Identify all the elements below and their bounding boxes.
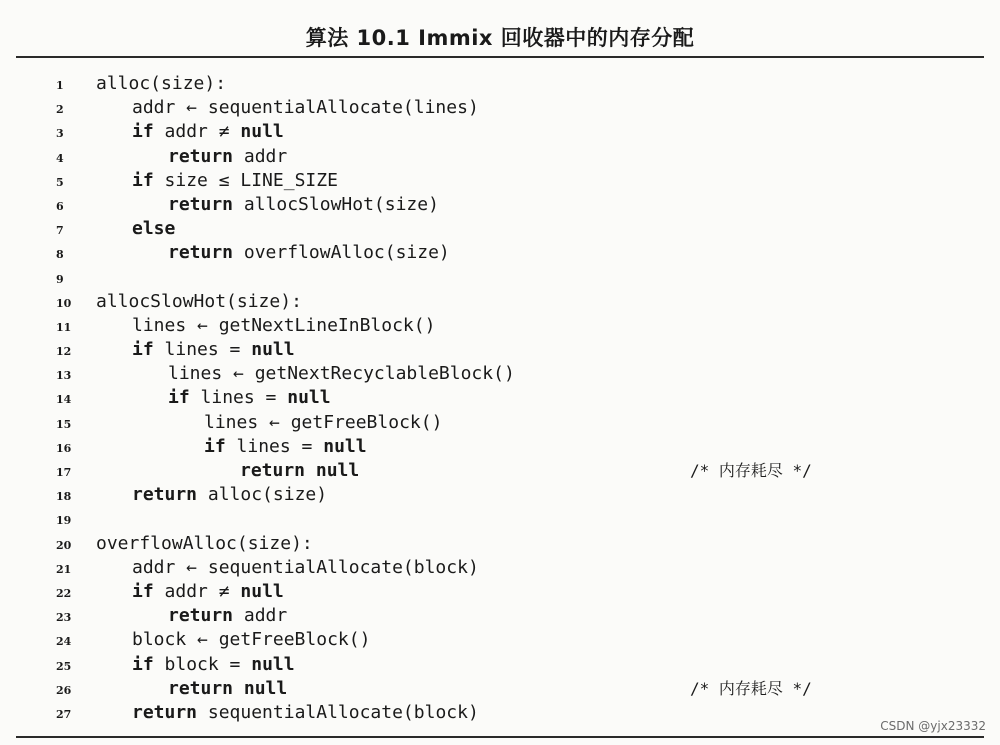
code-keyword: if — [132, 121, 154, 143]
code-keyword: if — [132, 339, 154, 361]
code-keyword: if — [132, 653, 154, 675]
line-number: 11 — [56, 320, 72, 334]
code-line — [0, 266, 1000, 290]
code-text — [132, 556, 479, 580]
code-listing — [0, 72, 1000, 725]
code-line — [0, 338, 1000, 362]
code-text — [240, 459, 359, 483]
code-line — [0, 507, 1000, 531]
code-line — [0, 435, 1000, 459]
code-line — [0, 72, 1000, 96]
code-line — [0, 580, 1000, 604]
code-text — [132, 217, 175, 241]
code-text — [132, 580, 284, 604]
line-number: 18 — [56, 490, 72, 504]
code-token: lines = — [225, 435, 324, 457]
line-number: 22 — [56, 586, 72, 600]
code-token: block = — [153, 653, 252, 675]
code-line — [0, 145, 1000, 169]
code-line — [0, 96, 1000, 120]
code-text — [168, 604, 287, 628]
watermark: CSDN @yjx23332 — [880, 719, 986, 733]
code-keyword: return — [168, 242, 234, 264]
code-comment: /* 内存耗尽 */ — [690, 461, 812, 480]
code-text — [168, 386, 331, 410]
algorithm-title: 算法 10.1 Immix 回收器中的内存分配 — [305, 26, 695, 50]
code-text — [132, 96, 479, 120]
code-line — [0, 169, 1000, 193]
code-keyword: return — [168, 193, 234, 215]
code-text — [132, 169, 338, 193]
code-line — [0, 628, 1000, 652]
code-keyword: if — [132, 169, 154, 191]
line-number: 27 — [56, 707, 72, 721]
line-number: 3 — [56, 127, 64, 141]
line-number: 2 — [56, 103, 64, 117]
code-keyword: return null — [168, 677, 288, 699]
code-text — [168, 193, 439, 217]
code-line — [0, 483, 1000, 507]
code-line — [0, 120, 1000, 144]
code-token: addr ≠ — [153, 580, 241, 602]
line-number: 9 — [56, 272, 64, 286]
code-keyword: null — [251, 339, 295, 361]
line-number: 15 — [56, 417, 72, 431]
code-keyword: null — [323, 435, 367, 457]
code-token: overflowAlloc(size): — [96, 532, 313, 554]
code-line — [0, 290, 1000, 314]
code-token: allocSlowHot(size): — [96, 290, 302, 312]
line-number: 10 — [56, 296, 72, 310]
line-number: 26 — [56, 683, 72, 697]
line-number: 8 — [56, 248, 64, 262]
code-keyword: if — [204, 435, 226, 457]
line-number: 6 — [56, 199, 64, 213]
code-keyword: null — [287, 387, 331, 409]
code-token: lines ← getNextRecyclableBlock() — [168, 363, 515, 385]
code-keyword: null — [240, 121, 284, 143]
line-number: 16 — [56, 441, 72, 455]
code-text — [204, 435, 367, 459]
code-keyword: null — [240, 580, 284, 602]
code-text — [168, 145, 287, 169]
line-number: 12 — [56, 345, 72, 359]
code-line — [0, 314, 1000, 338]
code-token: size ≤ LINE_SIZE — [153, 169, 338, 191]
top-rule — [16, 56, 984, 58]
code-line — [0, 411, 1000, 435]
line-number: 14 — [56, 393, 72, 407]
code-text — [204, 411, 442, 435]
code-text — [168, 677, 287, 701]
code-line — [0, 532, 1000, 556]
code-token: addr — [233, 145, 288, 167]
code-token: addr ≠ — [153, 121, 241, 143]
code-line — [0, 701, 1000, 725]
code-line — [0, 217, 1000, 241]
bottom-rule — [16, 736, 984, 738]
line-number: 1 — [56, 79, 64, 92]
code-text — [132, 653, 295, 677]
code-text — [168, 241, 450, 265]
code-keyword: if — [132, 580, 154, 602]
code-keyword: return null — [240, 460, 360, 481]
code-text — [96, 72, 226, 96]
line-number: 13 — [56, 369, 72, 383]
code-comment: /* 内存耗尽 */ — [690, 678, 812, 698]
code-text — [132, 120, 284, 144]
code-text — [132, 483, 327, 507]
code-line — [0, 677, 1000, 701]
code-token: sequentialAllocate(block) — [197, 701, 479, 723]
code-token: alloc(size): — [96, 73, 227, 94]
code-text — [168, 362, 515, 386]
code-token: lines = — [153, 339, 252, 361]
code-keyword: null — [251, 653, 295, 675]
line-number: 21 — [56, 562, 72, 576]
code-keyword: if — [168, 387, 190, 409]
line-number: 4 — [56, 151, 64, 165]
code-text — [132, 314, 435, 338]
code-token: overflowAlloc(size) — [233, 242, 450, 264]
code-token: addr ← sequentialAllocate(lines) — [132, 97, 479, 119]
code-keyword: else — [132, 218, 176, 240]
line-number: 19 — [56, 514, 72, 528]
code-token: lines ← getNextLineInBlock() — [132, 314, 436, 336]
code-text — [96, 290, 302, 314]
code-keyword: return — [168, 605, 234, 627]
code-token: addr ← sequentialAllocate(block) — [132, 556, 479, 578]
code-keyword: return — [168, 145, 234, 167]
code-token: alloc(size) — [197, 484, 328, 506]
code-text — [132, 701, 479, 725]
code-token: block ← getFreeBlock() — [132, 629, 371, 651]
line-number: 25 — [56, 659, 72, 673]
code-line — [0, 193, 1000, 217]
code-token: lines = — [189, 387, 288, 409]
code-text — [132, 338, 295, 362]
code-line — [0, 556, 1000, 580]
line-number: 5 — [56, 175, 64, 189]
code-text — [132, 628, 370, 652]
code-token: addr — [233, 605, 288, 627]
code-line — [0, 386, 1000, 410]
line-number: 23 — [56, 611, 72, 625]
code-line — [0, 459, 1000, 483]
code-line — [0, 604, 1000, 628]
code-line — [0, 653, 1000, 677]
line-number: 20 — [56, 538, 72, 552]
line-number: 7 — [56, 224, 64, 238]
code-text — [96, 532, 313, 556]
code-line — [0, 241, 1000, 265]
code-token: allocSlowHot(size) — [233, 193, 439, 215]
code-token: lines ← getFreeBlock() — [204, 411, 443, 433]
code-keyword: return — [132, 484, 198, 506]
code-line — [0, 362, 1000, 386]
line-number: 17 — [56, 466, 72, 479]
code-keyword: return — [132, 701, 198, 723]
line-number: 24 — [56, 635, 72, 649]
